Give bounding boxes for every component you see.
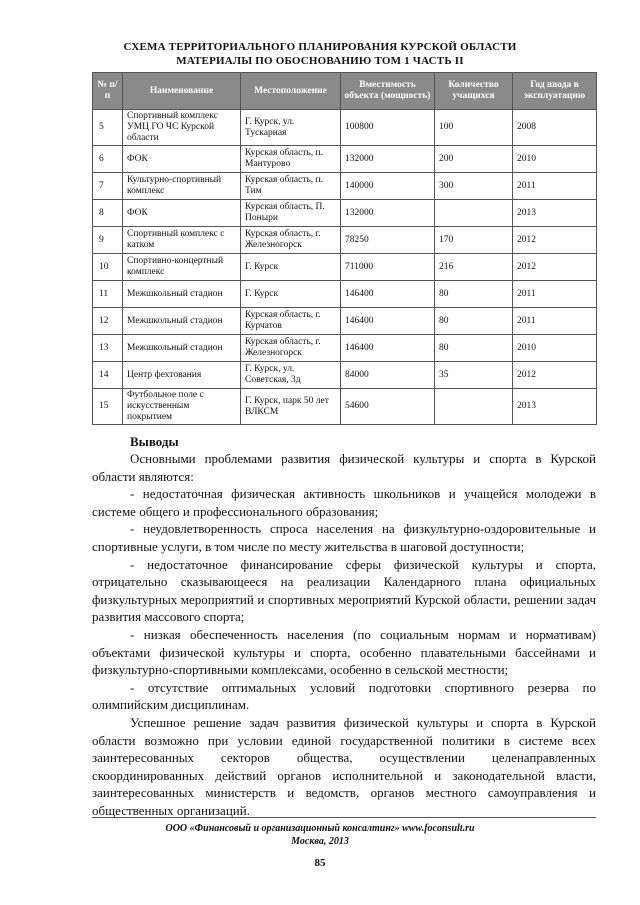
cell-location: Г. Курск, ул. Тускарная — [241, 110, 341, 146]
footer-divider — [92, 817, 596, 818]
table-row — [93, 173, 597, 200]
table-row — [93, 254, 597, 281]
paragraph: - низкая обеспеченность населения (по социальным нормам и нормативам) объектами физической культуры и спорта, особенно плавательными бассейнами и физкультурно-спортивными комплексами, особенно в сельской местности; — [92, 626, 596, 678]
paragraph: Основными проблемами развития физической культуры и спорта в Курской области являются: — [92, 451, 596, 484]
cell-location: Курская область, П. Поныри — [241, 200, 341, 227]
paragraph: - недостаточное финансирование сферы физической культуры и спорта, отрицательно сказывающееся на реализации Календарного плана официальных физкультурных мероприятий и спортивных мероприятий Курской области, решении задач развития массового спорта; — [92, 556, 596, 625]
cell-name: Спортивно-концертный комплекс — [123, 254, 241, 281]
table-row — [93, 362, 597, 389]
cell-num: 6 — [93, 146, 123, 173]
cell-year: 2011 — [513, 173, 597, 200]
paragraph: Успешное решение задач развития физической культуры и спорта в Курской области возможно при условии единой государственной политики в системе всех заинтересованных секторов общества, осуществлении целенаправленных скоординированных действий органов исполнительной и законодательной власти, заинтересованных министерств и ведомств, органов местного самоуправления и общественных организаций. — [92, 714, 596, 818]
cell-students: 80 — [435, 308, 513, 335]
cell-year: 2011 — [513, 308, 597, 335]
cell-capacity: 146400 — [341, 308, 435, 335]
cell-students: 300 — [435, 173, 513, 200]
header-subtitle: МАТЕРИАЛЫ ПО ОБОСНОВАНИЮ ТОМ 1 ЧАСТЬ II — [176, 55, 464, 67]
cell-location: Курская область, п. Мантурово — [241, 146, 341, 173]
header-title: СХЕМА ТЕРРИТОРИАЛЬНОГО ПЛАНИРОВАНИЯ КУРСКОЙ ОБЛАСТИ — [123, 41, 517, 53]
cell-name: Спортивный комплекс с катком — [123, 227, 241, 254]
cell-name: Центр фехтования — [123, 362, 241, 389]
footer-company: ООО «Финансовый и организационный консалтинг» www.foconsult.ru — [165, 823, 475, 834]
paragraph: - неудовлетворенность спроса населения на физкультурно-оздоровительные и спортивные услуги, в том числе по месту жительства в шаговой доступности; — [92, 521, 596, 554]
cell-students: 216 — [435, 254, 513, 281]
cell-name: Спортивный комплекс УМЦ ГО ЧС Курской области — [123, 110, 241, 146]
cell-year: 2010 — [513, 335, 597, 362]
cell-students — [435, 200, 513, 227]
cell-num: 12 — [93, 308, 123, 335]
cell-students: 35 — [435, 362, 513, 389]
cell-location: Курская область, г. Железногорск — [241, 335, 341, 362]
cell-capacity: 100800 — [341, 110, 435, 146]
cell-students: 80 — [435, 281, 513, 308]
cell-year: 2008 — [513, 110, 597, 146]
cell-students: 80 — [435, 335, 513, 362]
table-header-row — [93, 73, 597, 110]
cell-capacity: 146400 — [341, 281, 435, 308]
cell-capacity: 140000 — [341, 173, 435, 200]
cell-name: Футбольное поле с искусственным покрытием — [123, 389, 241, 425]
table-row — [93, 110, 597, 146]
col-header-location: Местоположение — [241, 73, 341, 110]
document-header — [0, 40, 640, 68]
cell-students: 100 — [435, 110, 513, 146]
table-row — [93, 389, 597, 425]
col-header-name: Наименование — [123, 73, 241, 110]
cell-location: Курская область, г. Курчатов — [241, 308, 341, 335]
cell-capacity: 54600 — [341, 389, 435, 425]
cell-name: Культурно-спортивный комплекс — [123, 173, 241, 200]
paragraph: - отсутствие оптимальных условий подготовки спортивного резерва по олимпийским дисциплинам. — [92, 679, 596, 713]
cell-num: 13 — [93, 335, 123, 362]
cell-location: Г. Курск — [241, 254, 341, 281]
cell-num: 9 — [93, 227, 123, 254]
cell-num: 7 — [93, 173, 123, 200]
cell-students: 170 — [435, 227, 513, 254]
cell-location: Г. Курск — [241, 281, 341, 308]
cell-year: 2011 — [513, 281, 597, 308]
cell-students: 200 — [435, 146, 513, 173]
cell-year: 2010 — [513, 146, 597, 173]
cell-num: 5 — [93, 110, 123, 146]
cell-capacity: 132000 — [341, 146, 435, 173]
paragraph: - недостаточная физическая активность школьников и учащейся молодежи в системе общего и профессионального образования; — [92, 486, 596, 519]
cell-capacity: 78250 — [341, 227, 435, 254]
cell-name: ФОК — [123, 146, 241, 173]
cell-name: Межшкольный стадион — [123, 335, 241, 362]
cell-location: Г. Курск, ул. Советская, 3д — [241, 362, 341, 389]
table-row — [93, 200, 597, 227]
col-header-capacity: Вместимость объекта (мощность) — [341, 73, 435, 110]
cell-location: Курская область, г. Железногорск — [241, 227, 341, 254]
document-footer — [0, 822, 640, 848]
col-header-year: Год ввода в эксплуатацию — [513, 73, 597, 110]
cell-capacity: 84000 — [341, 362, 435, 389]
cell-capacity: 711000 — [341, 254, 435, 281]
cell-location: Курская область, п. Тим — [241, 173, 341, 200]
conclusions-body — [92, 450, 596, 819]
cell-location: Г. Курск, парк 50 лет ВЛКСМ — [241, 389, 341, 425]
table-row — [93, 146, 597, 173]
cell-name: Межшкольный стадион — [123, 281, 241, 308]
table-row — [93, 281, 597, 308]
table-row — [93, 335, 597, 362]
cell-num: 14 — [93, 362, 123, 389]
cell-name: ФОК — [123, 200, 241, 227]
cell-year: 2013 — [513, 389, 597, 425]
cell-name: Межшкольный стадион — [123, 308, 241, 335]
cell-num: 11 — [93, 281, 123, 308]
cell-year: 2012 — [513, 362, 597, 389]
cell-year: 2013 — [513, 200, 597, 227]
cell-year: 2012 — [513, 227, 597, 254]
cell-num: 10 — [93, 254, 123, 281]
cell-num: 15 — [93, 389, 123, 425]
footer-city-year: Москва, 2013 — [291, 836, 349, 847]
table-row — [93, 227, 597, 254]
col-header-num: № п/п — [93, 73, 123, 110]
cell-students — [435, 389, 513, 425]
cell-num: 8 — [93, 200, 123, 227]
cell-year: 2012 — [513, 254, 597, 281]
col-header-students: Количество учащихся — [435, 73, 513, 110]
conclusions-title: Выводы — [130, 434, 179, 449]
cell-capacity: 132000 — [341, 200, 435, 227]
page-number: 85 — [314, 857, 326, 869]
cell-capacity: 146400 — [341, 335, 435, 362]
facilities-table — [92, 72, 597, 425]
table-row — [93, 308, 597, 335]
